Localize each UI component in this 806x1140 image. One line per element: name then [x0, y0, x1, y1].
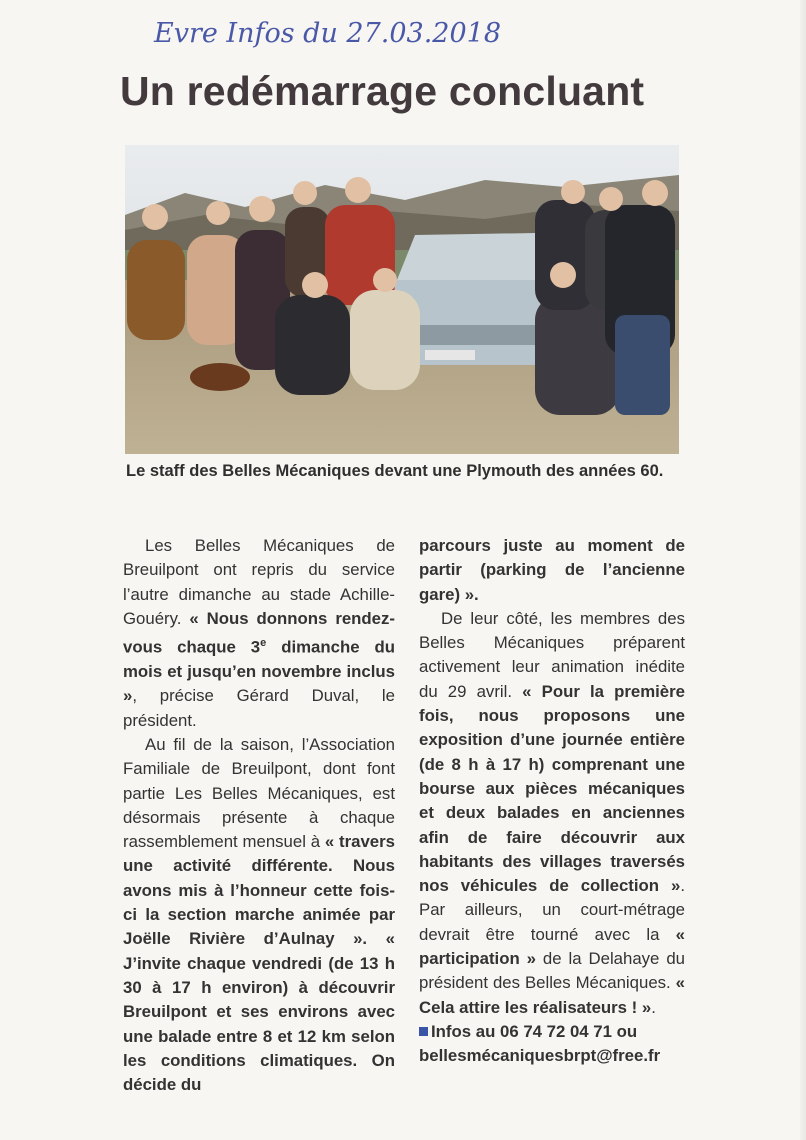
paragraph	[123, 534, 395, 733]
paragraph	[419, 607, 685, 1020]
quote: « travers une activité différente. Nous avons mis à l’honneur cette fois-ci la section marche animée par Joëlle Rivière d’Aulnay ».	[123, 832, 396, 949]
superscript: e	[260, 637, 267, 650]
text-run: Au fil de la saison, l’Association Familiale de Breuilpont, dont font partie Les Belles Mécaniques, est désormais présente à chaque rassemblement mensuel à	[123, 734, 395, 852]
bullet-icon	[419, 1027, 428, 1036]
text-run: Les Belles Mécaniques de Breuilpont ont repris du service l’autre dimanche au stade Achille-Gouéry.	[123, 536, 395, 628]
paragraph	[123, 733, 395, 1097]
text-run: , précise Gérard Duval, le président.	[123, 686, 395, 730]
quote: dimanche du mois et jusqu’en novembre inclus »	[123, 637, 395, 706]
article-column-right	[419, 534, 685, 1069]
article-column-left	[123, 534, 395, 1097]
text-run: de la Delahaye du président des Belles Mécaniques.	[419, 949, 685, 993]
quote: parcours juste au moment de partir (parking de l’ancienne gare) ».	[419, 536, 685, 604]
paragraph	[419, 534, 685, 607]
info-phone: Infos au 06 74 72 04 71	[431, 1021, 612, 1041]
quote: « Nous donnons rendez-vous chaque 3	[123, 608, 395, 657]
info-line	[419, 1020, 685, 1069]
quote: « J’invite chaque vendredi (de 13 h 30 à 17 h environ) à découvrir Breuilpont et ses environs avec une balade entre 8 et 12 km selon les conditions climatiques. On décide du	[123, 929, 395, 1095]
text-run: .	[651, 997, 656, 1017]
handwritten-note-text: Evre Infos du 27.03.2018	[154, 18, 502, 49]
scan-edge	[800, 0, 806, 1140]
info-email: ou bellesmécaniquesbrpt@free.fr	[419, 1021, 661, 1066]
text-run: . Par ailleurs, un court-métrage devrait être tourné avec la	[419, 876, 685, 944]
article-photo	[125, 145, 679, 454]
text-run	[367, 929, 386, 948]
quote: « Pour la première fois, nous proposons une exposition d’une journée entière (de 8 h à 17 h) comprenant une bourse aux pièces mécaniques et deux balades en anciennes afin de faire découvrir aux habitants des villages traversés nos véhicules de collection »	[419, 681, 685, 896]
photo-caption: Le staff des Belles Mécaniques devant une Plymouth des années 60.	[126, 462, 664, 480]
text-run: De leur côté, les membres des Belles Mécaniques préparent activement leur animation inédite du 29 avril.	[419, 608, 685, 701]
quote: « Cela attire les réalisateurs ! »	[419, 973, 685, 1017]
quote: « participation »	[419, 924, 685, 969]
handwritten-note	[150, 6, 570, 58]
article-headline: Un redémarrage concluant	[120, 68, 645, 114]
